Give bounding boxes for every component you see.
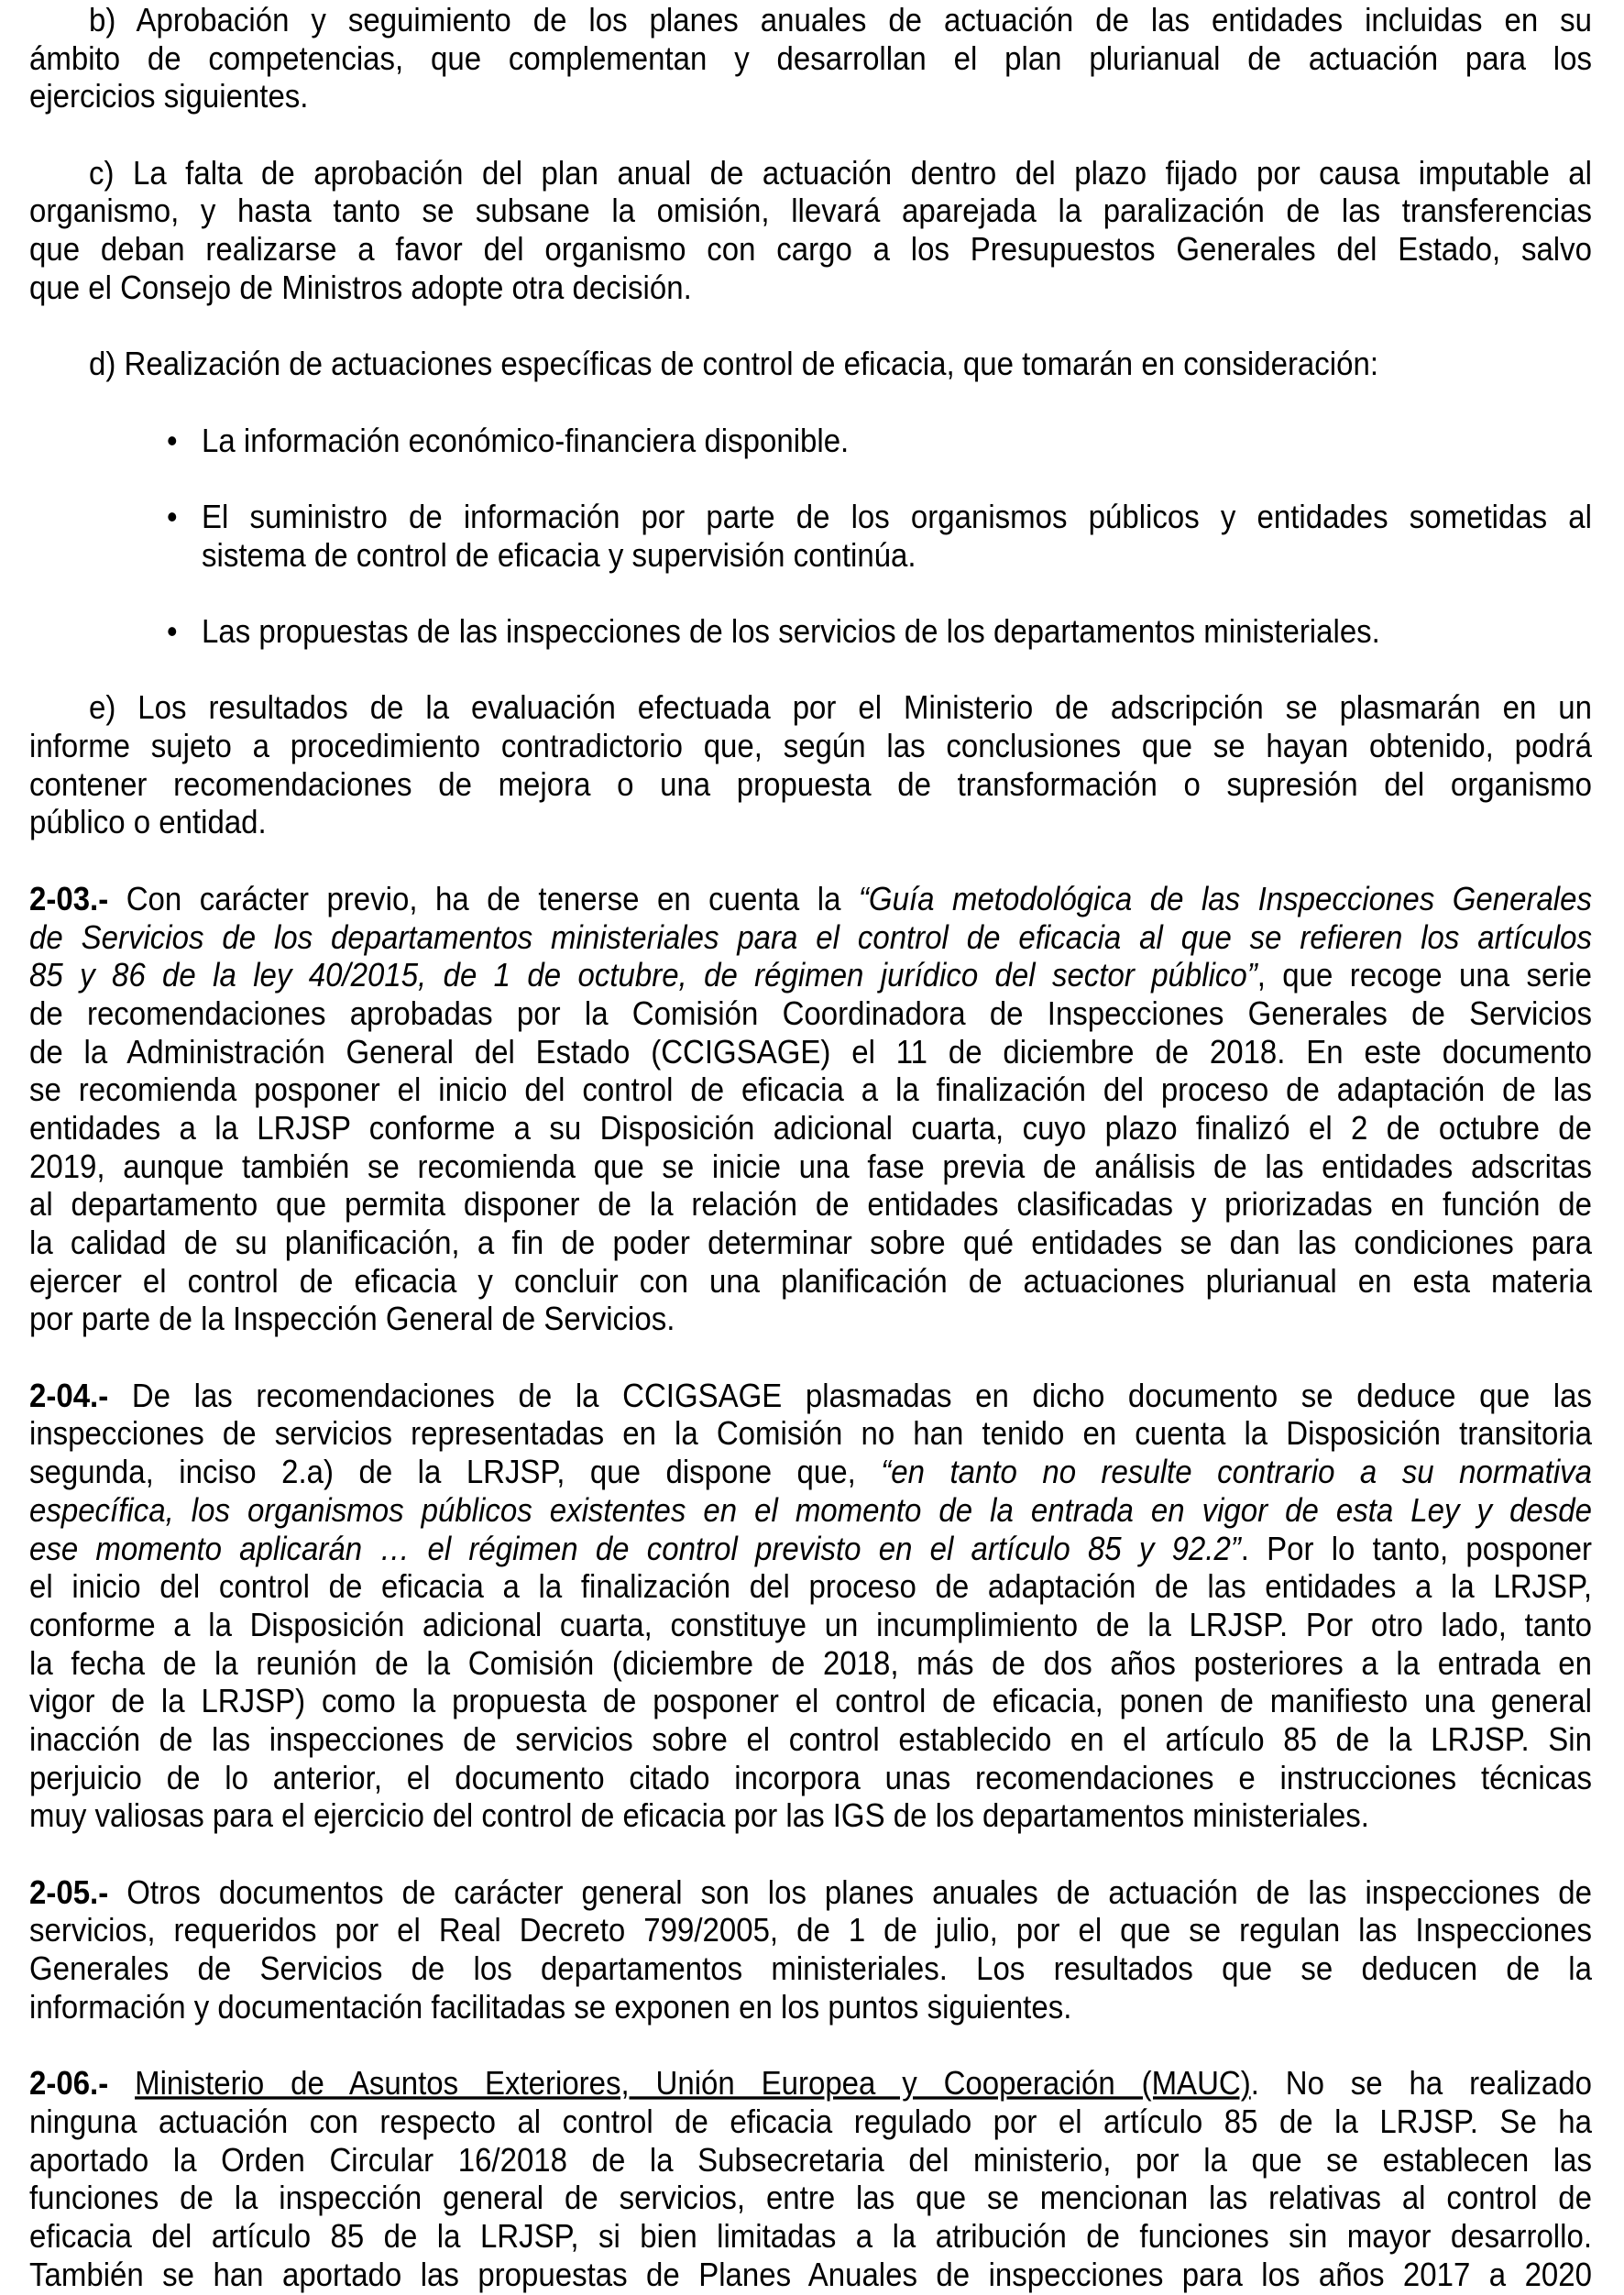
text-segment: que el Consejo de Ministros adopte otra decisión. [29, 268, 692, 306]
text-line [29, 1107, 1592, 1149]
paragraph [29, 880, 1592, 1338]
text-segment: d) Realización de actuaciones específicas de control de eficacia, que tomarán en consideración: [89, 345, 1378, 383]
paragraph [29, 345, 1592, 383]
bullet-icon: • [167, 421, 178, 459]
quoted-text: “Guía metodológica de las Inspecciones Generales [858, 879, 1592, 917]
text-segment: al departamento que permita disponer de la relación de entidades clasificadas y priorizadas en función de [29, 1185, 1592, 1224]
text-segment: conforme a la Disposición adicional cuarta, constituye un incumplimiento de la LRJSP. Por otro lado, tanto [29, 1605, 1592, 1643]
text-line [29, 267, 1592, 309]
text-segment: servicios, requeridos por el Real Decreto 799/2005, de 1 de julio, por el que se regulan las Inspecciones [29, 1911, 1592, 1949]
text-line [29, 2177, 1592, 2219]
text-segment: funciones de la inspección general de servicios, entre las que se mencionan las relativas al control de [29, 2179, 1592, 2217]
paragraph-spacer [29, 383, 1592, 422]
text-segment: vigor de la LRJSP) como la propuesta de posponer el control de eficacia, ponen de manifiesto una general [29, 1682, 1592, 1720]
text-segment: 2019, aunque también se recomienda que se inicie una fase previa de análisis de las entidades adscritas [29, 1147, 1592, 1185]
text-segment: muy valiosas para el ejercicio del control de eficacia por las IGS de los departamentos ministeriales. [29, 1796, 1369, 1835]
text-line [29, 1146, 1592, 1188]
paragraph-spacer [29, 1338, 1592, 1377]
section-number: 2-06.- [29, 2064, 109, 2102]
quoted-text: “en tanto no resulte contrario a su normativa [881, 1453, 1592, 1490]
text-segment: aportado la Orden Circular 16/2018 de la Subsecretaria del ministerio, por la que se establecen las [29, 2140, 1592, 2179]
text-line [29, 75, 1592, 117]
text-line [29, 1565, 1592, 1608]
text-line [29, 2138, 1592, 2180]
paragraph-spacer [29, 115, 1592, 154]
text-segment: de recomendaciones aprobadas por la Comisión Coordinadora de Inspecciones Generales de Servicios [29, 994, 1592, 1032]
text-segment: segunda, inciso 2.a) de la LRJSP, que dispone que, [29, 1453, 882, 1490]
text-line [29, 916, 1592, 958]
paragraph-spacer [29, 841, 1592, 880]
text-line [29, 1451, 1592, 1493]
text-line [29, 534, 1592, 576]
paragraph-spacer [29, 651, 1592, 689]
text-line [29, 2062, 1592, 2104]
quoted-text: 85 y 86 de la ley 40/2015, de 1 de octubre, de régimen jurídico del sector público” [29, 956, 1257, 994]
text-segment: perjuicio de lo anterior, el documento citado incorpora unas recomendaciones e instrucciones técnicas [29, 1758, 1592, 1796]
text-segment: Otros documentos de carácter general son los planes anuales de actuación de las inspecciones de [108, 1872, 1592, 1911]
text-segment: Con carácter previo, ha de tenerse en cuenta la [108, 879, 859, 917]
paragraph-spacer [29, 307, 1592, 346]
text-line [29, 1222, 1592, 1264]
text-line [29, 1909, 1592, 1951]
quoted-text: de Servicios de los departamentos ministeriales para el control de eficacia al que se refieren los artículos [29, 917, 1592, 956]
section-number: 2-03.- [29, 879, 109, 917]
text-segment: la calidad de su planificación, a fin de poder determinar sobre qué entidades se dan las condiciones para [29, 1224, 1592, 1261]
bullet-item [29, 498, 1592, 574]
paragraph [29, 688, 1592, 841]
text-segment: ámbito de competencias, que complementan y desarrollan el plan plurianual de actuación para los [29, 38, 1592, 77]
text-segment: público o entidad. [29, 803, 267, 841]
text-segment: información y documentación facilitadas se exponen en los puntos siguientes. [29, 1987, 1072, 2026]
text-line [29, 1489, 1592, 1532]
bullet-icon: • [167, 498, 178, 535]
text-segment: ejercicios siguientes. [29, 77, 309, 115]
paragraph [29, 1377, 1592, 1835]
text-segment: También se han aportado las propuestas de Planes Anuales de inspecciones para los años 2017 a 2020 [29, 2255, 1592, 2293]
text-segment: . No se ha realizado [1250, 2064, 1592, 2102]
text-line [29, 1757, 1592, 1799]
quoted-text: específica, los organismos públicos existentes en el momento de la entrada en vigor de esta Ley y desde [29, 1490, 1592, 1529]
text-segment: la fecha de la reunión de la Comisión (diciembre de 2018, más de dos años posteriores a la entrada en [29, 1643, 1592, 1682]
text-line [29, 2101, 1592, 2143]
text-segment: se recomienda posponer el inicio del control de eficacia a la finalización del proceso de adaptación de las [29, 1071, 1592, 1109]
document-page [29, 1, 1592, 2293]
text-line [29, 419, 1592, 461]
text-segment: inacción de las inspecciones de servicios sobre el control establecido en el artículo 85 de la LRJSP. Sin [29, 1720, 1592, 1758]
text-segment: organismo, y hasta tanto se subsane la omisión, llevará aparejada la paralización de las transferencias [29, 192, 1592, 230]
text-segment: que deban realizarse a favor del organismo con cargo a los Presupuestos Generales del Estado, salvo [29, 230, 1592, 268]
text-line [29, 1719, 1592, 1761]
paragraph [29, 1, 1592, 115]
text-line [29, 610, 1592, 653]
text-segment: . Por lo tanto, posponer [1240, 1529, 1592, 1567]
text-segment: b) Aprobación y seguimiento de los planes anuales de actuación de las entidades incluidas en su [89, 1, 1592, 38]
text-line [29, 1872, 1592, 1914]
text-line [29, 0, 1592, 41]
text-line [29, 954, 1592, 996]
text-segment [108, 2064, 135, 2102]
bullet-item [29, 422, 1592, 460]
text-line [29, 1412, 1592, 1455]
paragraph [29, 154, 1592, 307]
text-line [29, 1069, 1592, 1111]
text-segment: inspecciones de servicios representadas en la Comisión no han tenido en cuenta la Disposición transitoria [29, 1414, 1592, 1453]
paragraph [29, 2064, 1592, 2293]
paragraph-spacer [29, 1835, 1592, 1873]
paragraph [29, 1873, 1592, 2026]
text-segment: de la Administración General del Estado (CCIGSAGE) el 11 de diciembre de 2018. En este documento [29, 1032, 1592, 1071]
text-line [29, 801, 1592, 843]
text-line [29, 1986, 1592, 2028]
text-segment: Las propuestas de las inspecciones de los servicios de los departamentos ministeriales. [202, 612, 1380, 650]
text-line [29, 228, 1592, 270]
text-line [29, 725, 1592, 767]
text-line [29, 190, 1592, 232]
text-segment: contener recomendaciones de mejora o una propuesta de transformación o supresión del organismo [29, 764, 1592, 803]
text-line [29, 1680, 1592, 1722]
text-line [29, 1030, 1592, 1072]
text-line [29, 686, 1592, 729]
text-segment: sistema de control de eficacia y supervisión continúa. [202, 535, 916, 574]
bullet-icon: • [167, 612, 178, 650]
quoted-text: ese momento aplicarán … el régimen de control previsto en el artículo 85 y 92.2” [29, 1529, 1241, 1567]
ministry-name: Ministerio de Asuntos Exteriores, Unión Europea y Cooperación (MAUC) [135, 2064, 1251, 2102]
text-segment: El suministro de información por parte de los organismos públicos y entidades sometidas al [202, 498, 1592, 535]
text-line [29, 1527, 1592, 1569]
text-segment: entidades a la LRJSP conforme a su Disposición adicional cuarta, cuyo plazo finalizó el 2 de octubre de [29, 1109, 1592, 1147]
section-number: 2-04.- [29, 1376, 109, 1414]
text-line [29, 1298, 1592, 1340]
text-line [29, 1948, 1592, 1990]
text-segment: Generales de Servicios de los departamentos ministeriales. Los resultados que se deducen de la [29, 1949, 1592, 1987]
text-segment: ejercer el control de eficacia y concluir con una planificación de actuaciones plurianual en esta materia [29, 1261, 1592, 1300]
paragraph-spacer [29, 574, 1592, 612]
text-line [29, 1604, 1592, 1646]
text-line [29, 878, 1592, 920]
text-segment: , que recoge una serie [1256, 956, 1592, 994]
text-line [29, 38, 1592, 80]
paragraph-spacer [29, 459, 1592, 498]
text-segment: eficacia del artículo 85 de la LRJSP, si bien limitadas a la atribución de funciones sin mayor desarrollo. [29, 2216, 1592, 2255]
text-segment: ninguna actuación con respecto al control de eficacia regulado por el artículo 85 de la LRJSP. Se ha [29, 2102, 1592, 2140]
text-line [29, 152, 1592, 194]
text-line [29, 763, 1592, 806]
text-line [29, 1183, 1592, 1225]
text-line [29, 496, 1592, 538]
text-line [29, 1642, 1592, 1684]
text-line [29, 1375, 1592, 1417]
text-line [29, 2253, 1592, 2295]
text-segment: La información económico-financiera disponible. [202, 421, 850, 459]
text-segment: por parte de la Inspección General de Servicios. [29, 1300, 675, 1338]
text-line [29, 993, 1592, 1035]
section-number: 2-05.- [29, 1872, 109, 1911]
text-line [29, 343, 1592, 385]
paragraph-spacer [29, 2026, 1592, 2064]
text-line [29, 2215, 1592, 2257]
text-segment: De las recomendaciones de la CCIGSAGE plasmadas en dicho documento se deduce que las [108, 1376, 1592, 1414]
text-segment: informe sujeto a procedimiento contradictorio que, según las conclusiones que se hayan obtenido, podrá [29, 727, 1592, 764]
bullet-item [29, 612, 1592, 651]
text-segment: el inicio del control de eficacia a la finalización del proceso de adaptación de las entidades a la LRJSP, [29, 1567, 1592, 1606]
text-segment: c) La falta de aprobación del plan anual de actuación dentro del plazo fijado por causa imputable al [89, 153, 1592, 192]
text-line [29, 1260, 1592, 1302]
text-segment: e) Los resultados de la evaluación efectuada por el Ministerio de adscripción se plasmarán en un [89, 688, 1592, 727]
text-line [29, 1795, 1592, 1837]
